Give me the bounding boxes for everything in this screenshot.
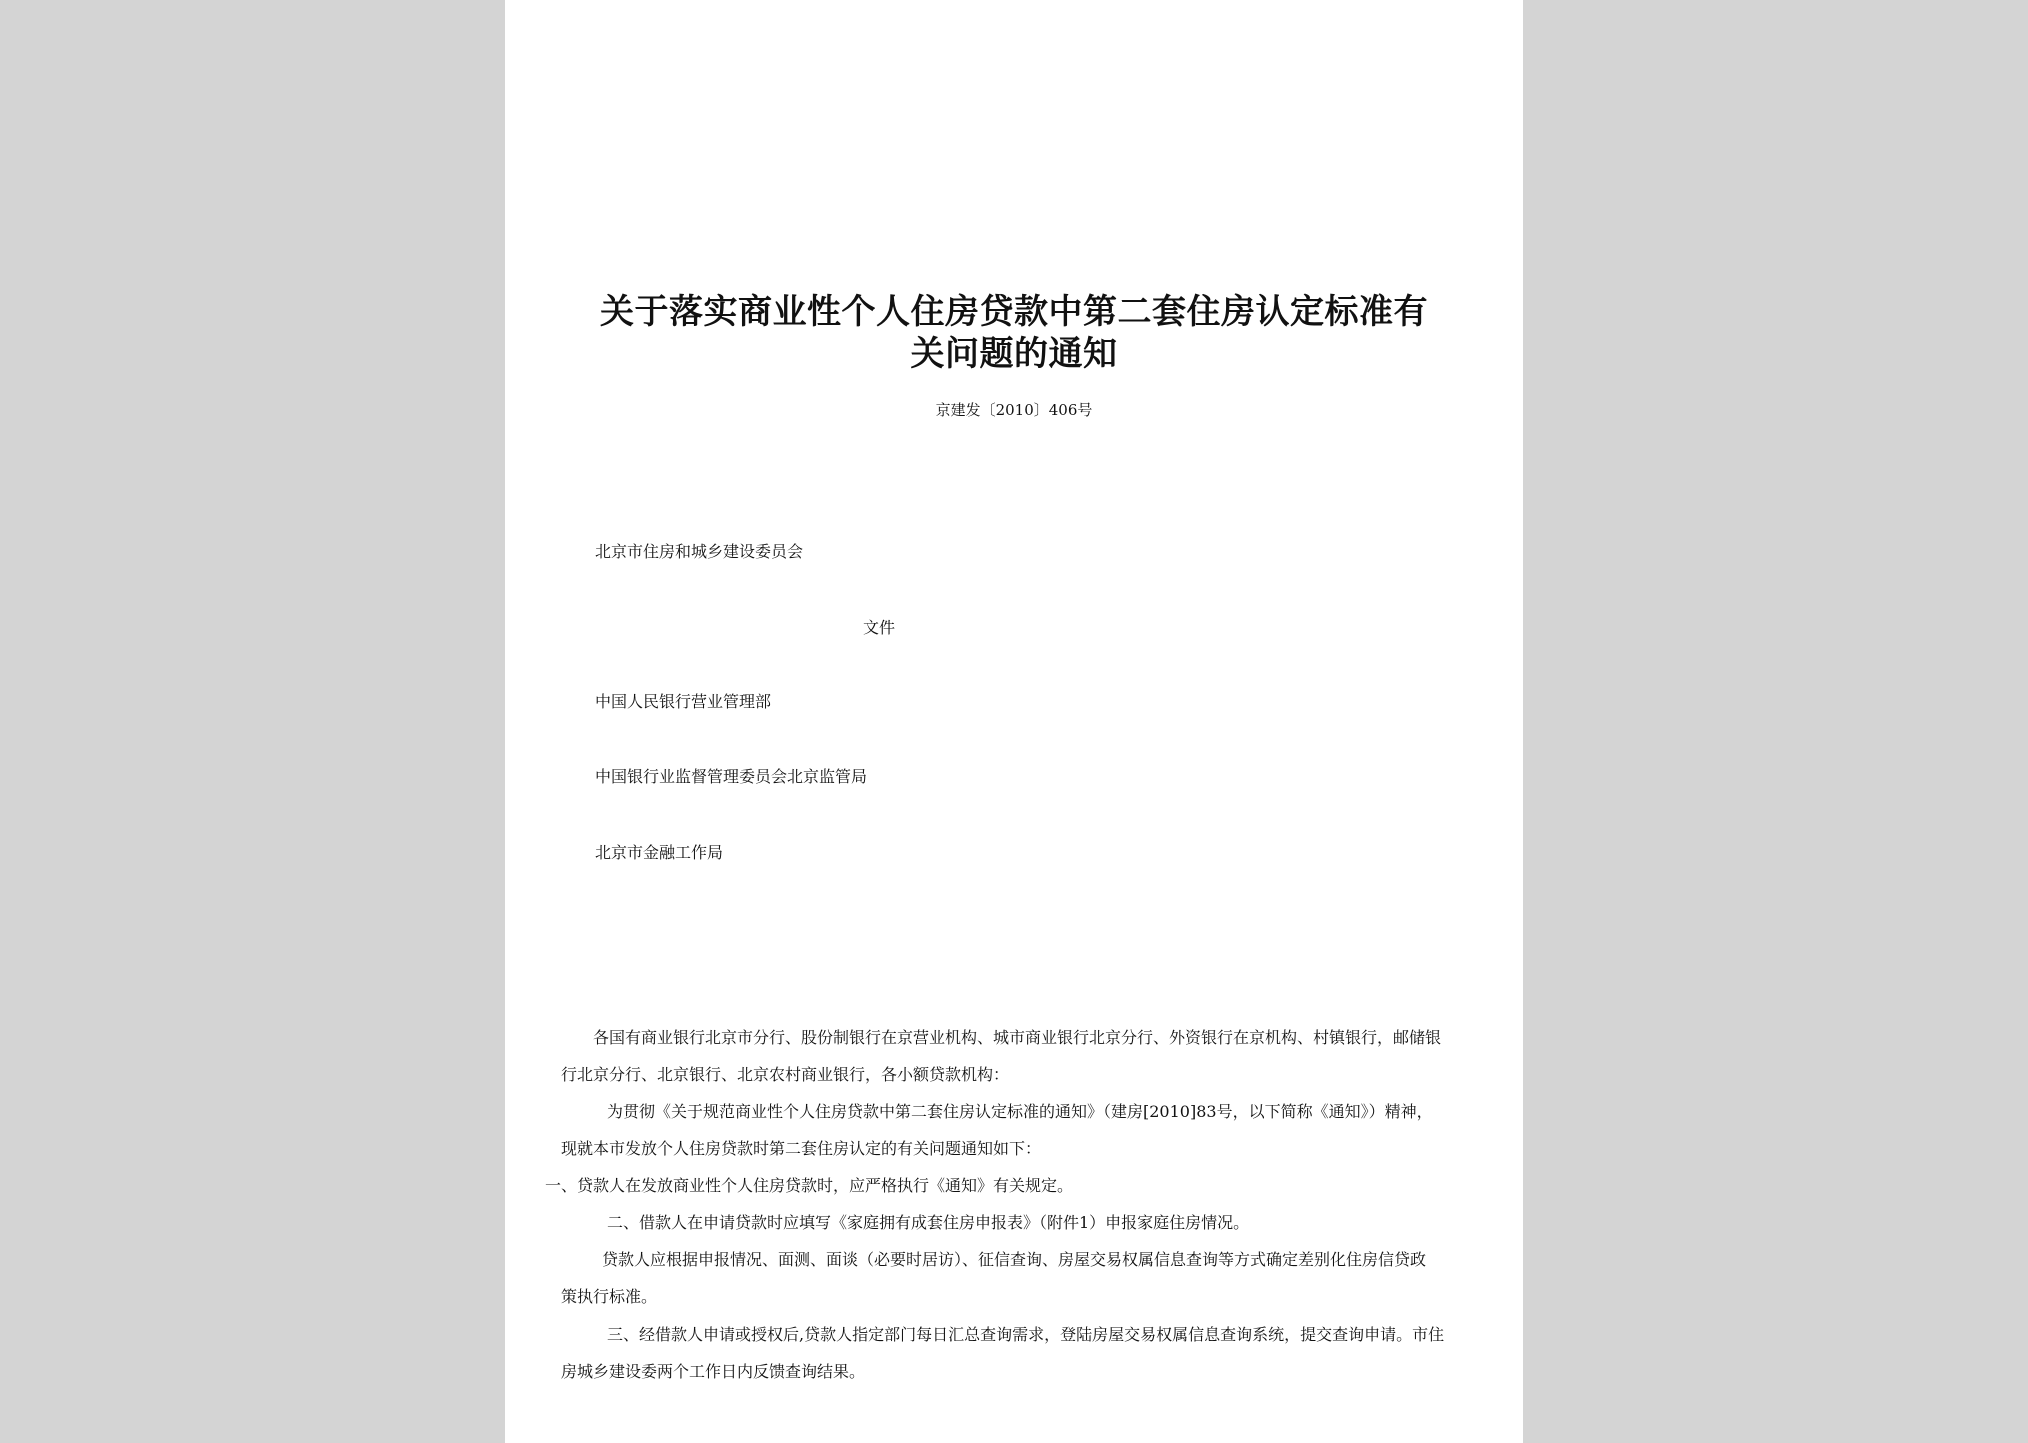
body-paragraph-line: 贷款人应根据申报情况、面测、面谈（必要时居访）、征信查询、房屋交易权属信息查询等方式确定差别化住房信贷政 [602,1250,1427,1269]
document-page [505,0,1523,1443]
body-paragraph-line: 一、贷款人在发放商业性个人住房贷款时，应严格执行《通知》有关规定。 [545,1176,1074,1195]
body-paragraph-line: 房城乡建设委两个工作日内反馈查询结果。 [561,1362,866,1381]
body-paragraph-line: 现就本市发放个人住房贷款时第二套住房认定的有关问题通知如下： [561,1139,1042,1158]
document-title-line-2: 关问题的通知 [910,334,1118,374]
document-label: 文件 [863,618,896,637]
issuer-finance-bureau: 北京市金融工作局 [595,843,724,862]
document-number: 京建发〔2010〕406号 [935,401,1093,419]
body-paragraph-line: 各国有商业银行北京市分行、股份制银行在京营业机构、城市商业银行北京分行、外资银行在京机构、村镇银行，邮储银 [593,1028,1442,1047]
issuer-housing-commission: 北京市住房和城乡建设委员会 [595,542,804,561]
body-paragraph-line: 二、借款人在申请贷款时应填写《家庭拥有成套住房申报表》（附件1）申报家庭住房情况。 [607,1213,1250,1232]
body-paragraph-line: 策执行标准。 [561,1287,658,1306]
body-paragraph-line: 为贯彻《关于规范商业性个人住房贷款中第二套住房认定标准的通知》（建房[2010]83号，以下简称《通知》）精神， [607,1102,1433,1121]
body-paragraph-line: 三、经借款人申请或授权后,贷款人指定部门每日汇总查询需求，登陆房屋交易权属信息查询系统，提交查询申请。市住 [607,1325,1445,1344]
body-paragraph-line: 行北京分行、北京银行、北京农村商业银行，各小额贷款机构： [561,1065,1010,1084]
issuer-pboc-business-dept: 中国人民银行营业管理部 [595,692,772,711]
document-title-line-1: 关于落实商业性个人住房贷款中第二套住房认定标准有 [600,292,1428,332]
issuer-cbrc-beijing: 中国银行业监督管理委员会北京监管局 [595,767,868,786]
